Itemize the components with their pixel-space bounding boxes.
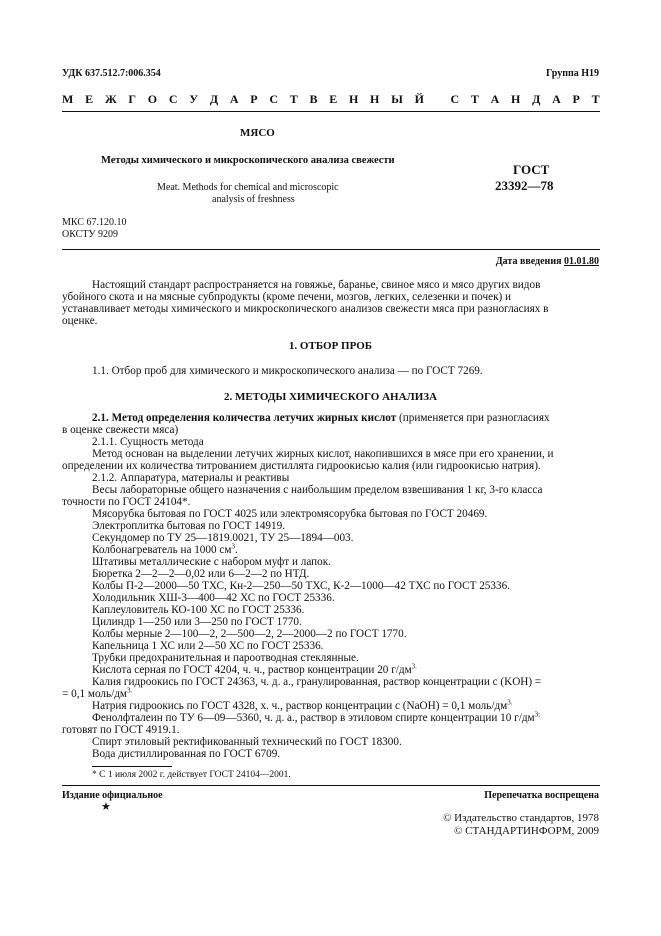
intro-line-4: оценке. (62, 315, 98, 327)
banner-letter: Т (470, 92, 479, 106)
apparatus-item: Бюретка 2—2—2—0,02 или 6—2—2 по НТД. (92, 568, 310, 580)
apparatus-item: Колбы П-2—2000—50 ТХС, Кн-2—250—50 ТХС, К-2—1000—42 ТХС по ГОСТ 25336. (92, 580, 510, 592)
apparatus-item: Калия гидроокись по ГОСТ 24363, ч. д. а., гранулированная, раствор концентрации с (KOH) = (92, 676, 542, 688)
superscript: 3. (126, 686, 133, 695)
apparatus-item: Трубки предохранительная и пароотводная стеклянные. (92, 652, 359, 664)
apparatus-item: Капельница 1 ХС или 2—50 ХС по ГОСТ 25336. (92, 640, 324, 652)
method-title: 2.1. Метод определения количества летучих жирных кислот (92, 412, 397, 424)
banner-letter: С (450, 92, 460, 106)
apparatus-item-text: Натрия гидроокись по ГОСТ 4328, х. ч., раствор концентрации с (NaOH) = 0,1 моль/дм (92, 700, 508, 712)
footnote-divider (92, 766, 172, 767)
banner-letter: Н (370, 92, 380, 106)
apparatus-item: точности по ГОСТ 24104*. (62, 496, 191, 508)
intro-line-1: Настоящий стандарт распространяется на говяжье, баранье, свиное мясо и мясо других видов (92, 279, 541, 291)
essence-heading: 2.1.1. Сущность метода (92, 436, 204, 448)
udk-code: УДК 637.512.7:006.354 (62, 68, 161, 79)
apparatus-item: Электроплитка бытовая по ГОСТ 14919. (92, 520, 285, 532)
banner-letter: Д (532, 92, 541, 106)
apparatus-item: Мясорубка бытовая по ГОСТ 4025 или электромясорубка бытовая по ГОСТ 20469. (92, 508, 488, 520)
method-note: (применяется при разногласиях (399, 412, 550, 424)
apparatus-item: Цилиндр 1—250 или 3—250 по ГОСТ 1770. (92, 616, 302, 628)
banner-letter: Н (511, 92, 521, 106)
apparatus-item-text: Кислота серная по ГОСТ 4204, ч. ч., раствор концентрации 20 г/дм (92, 664, 412, 676)
section1-heading: 1. ОТБОР ПРОБ (288, 340, 373, 352)
gost-label: ГОСТ (513, 162, 550, 177)
header-divider (62, 111, 600, 112)
banner-letter: О (147, 92, 158, 106)
official-edition: Издание официальное (62, 790, 163, 801)
banner-letter: Ы (391, 92, 403, 106)
banner-letter: Ж (104, 92, 117, 106)
apparatus-item: готовят по ГОСТ 4919.1. (62, 724, 180, 736)
banner-letter: Н (348, 92, 359, 106)
intro-date-label: Дата введения (495, 256, 562, 267)
reprint-prohibited: Перепечатка воспрещена (484, 790, 599, 801)
copyright-1978: © Издательство стандартов, 1978 (443, 812, 599, 824)
banner-letter: Г (128, 92, 137, 106)
banner-letter: С (168, 92, 178, 106)
banner-letter: Е (85, 92, 94, 106)
apparatus-item-text: Колбонагреватель на 1000 см (92, 544, 232, 556)
banner-letter: А (552, 92, 561, 106)
apparatus-item: Спирт этиловый ректификованный технический по ГОСТ 18300. (92, 736, 402, 748)
superscript: 3. (507, 698, 513, 707)
interstate-standard-banner (62, 92, 600, 107)
intro-date-value: 01.01.80 (564, 256, 599, 267)
superscript: 3. (411, 662, 417, 671)
document-title: МЯСО (240, 127, 275, 139)
intro-line-2: убойного скота и на мясные субпродукты (кроме печени, мозгов, легких, селезенки и почек) и (62, 291, 512, 303)
banner-letter: А (229, 92, 239, 106)
superscript: 3; (534, 710, 541, 719)
footer-divider (62, 785, 600, 786)
banner-letter: Т (591, 92, 600, 106)
english-subtitle-line1: Meat. Methods for chemical and microscopic (157, 182, 339, 193)
okstu-code: ОКСТУ 9209 (62, 229, 119, 240)
gost-number: 23392—78 (495, 178, 554, 193)
period: . (234, 544, 238, 556)
title-divider (62, 249, 600, 250)
section1-item: 1.1. Отбор проб для химического и микроскопического анализа — по ГОСТ 7269. (92, 365, 483, 377)
apparatus-item: Секундомер по ТУ 25—1819.0021, ТУ 25—1894—003. (92, 532, 354, 544)
apparatus-item: Штативы металлические с набором муфт и лапок. (92, 556, 331, 568)
banner-letter: Й (414, 92, 424, 106)
banner-letter: Д (209, 92, 219, 106)
apparatus-item: Каплеуловитель КО-100 ХС по ГОСТ 25336. (92, 604, 305, 616)
mks-code: МКС 67.120.10 (62, 217, 127, 228)
banner-gap (436, 92, 439, 107)
footnote: * С 1 июля 2002 г. действует ГОСТ 24104—2001. (92, 770, 291, 780)
banner-letter: Т (289, 92, 298, 106)
superscript: 3 (231, 542, 235, 551)
apparatus-item-text: Фенолфталеин по ТУ 6—09—5360, ч. д. а., раствор в этиловом спирте концентрации 10 г/дм (92, 712, 535, 724)
star-icon: ★ (101, 801, 111, 813)
russian-subtitle: Методы химического и микроскопического анализа свежести (101, 155, 395, 166)
english-subtitle-line2: analysis of freshness (212, 194, 295, 205)
banner-letter: Р (250, 92, 258, 106)
banner-letter: В (309, 92, 318, 106)
method-note-line2: в оценке свежести мяса) (62, 424, 179, 436)
banner-letter: Е (329, 92, 338, 106)
apparatus-item-text: = 0,1 моль/дм (62, 688, 127, 700)
apparatus-item: Весы лабораторные общего назначения с наибольшим пределом взвешивания 1 кг, 3-го класса (92, 484, 543, 496)
banner-letter: М (62, 92, 74, 106)
banner-letter: У (189, 92, 199, 106)
apparatus-item: Колбы мерные 2—100—2, 2—500—2, 2—2000—2 по ГОСТ 1770. (92, 628, 407, 640)
copyright-2009: © СТАНДАРТИНФОРМ, 2009 (454, 825, 599, 837)
apparatus-item: Вода дистиллированная по ГОСТ 6709. (92, 748, 281, 760)
intro-line-3: устанавливает методы химического и микроскопического анализов свежести мяса при разногласиях в (62, 303, 549, 315)
apparatus-item: Холодильник ХШ-3—400—42 ХС по ГОСТ 25336. (92, 592, 335, 604)
essence-line-1: Метод основан на выделении летучих жирных кислот, накопившихся в мясе при его хранении, и (92, 448, 554, 460)
banner-letter: С (269, 92, 278, 106)
section2-heading: 2. МЕТОДЫ ХИМИЧЕСКОГО АНАЛИЗА (223, 391, 438, 403)
group-code: Группа Н19 (546, 68, 599, 79)
essence-line-2: определении их количества титрованием дистиллята гидроокисью калия (или гидроокисью натрия). (62, 460, 541, 472)
banner-letter: Р (572, 92, 580, 106)
intro-date (496, 256, 599, 267)
apparatus-heading: 2.1.2. Аппаратура, материалы и реактивы (92, 472, 290, 484)
banner-letter: А (490, 92, 500, 106)
